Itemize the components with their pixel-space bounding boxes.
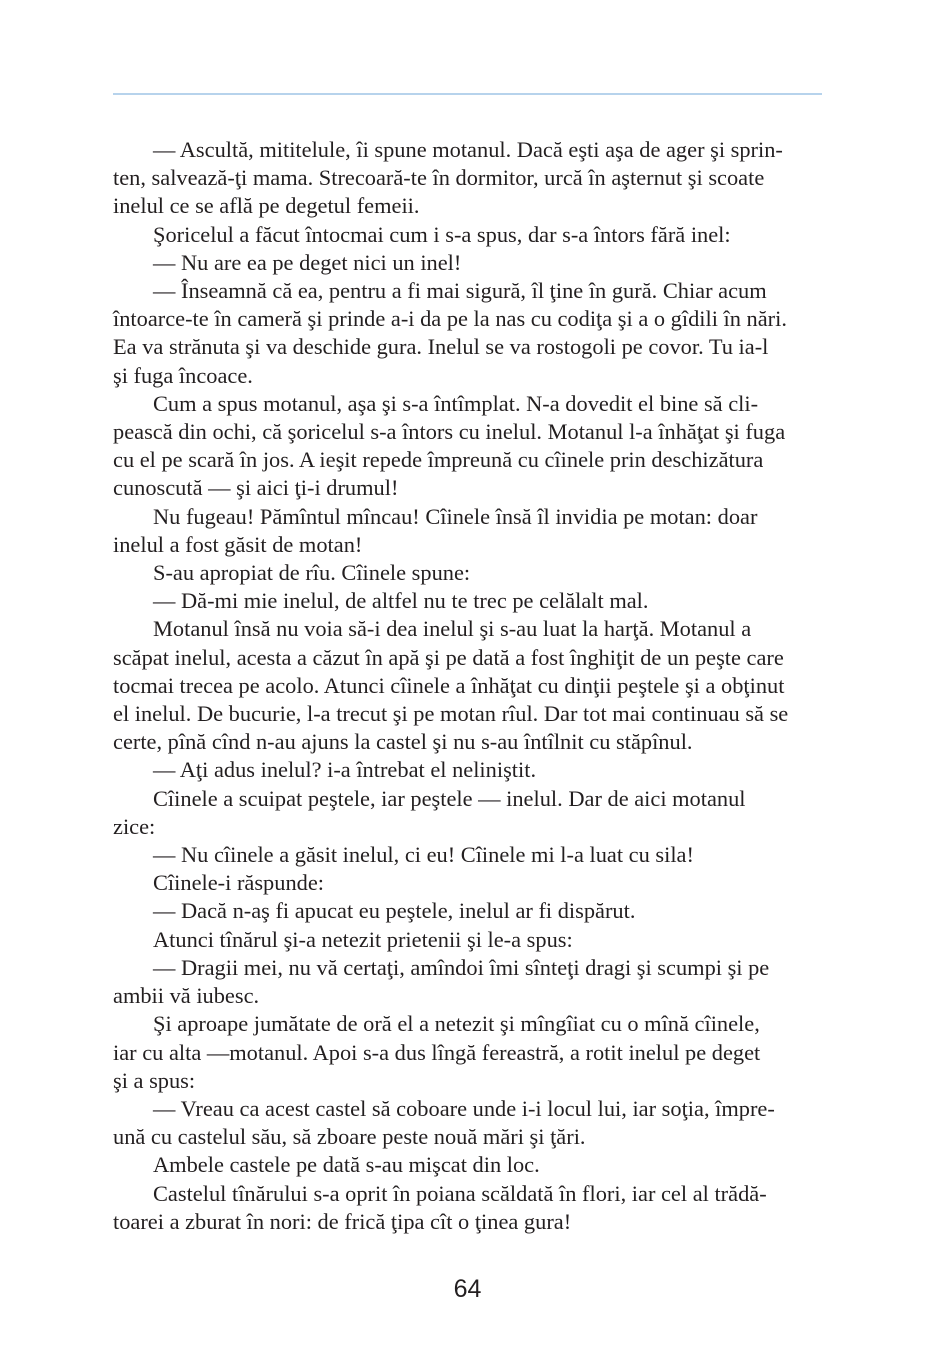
paragraph: Atunci tînărul şi-a netezit prietenii şi le-a spus: (153, 926, 573, 952)
page-number: 64 (453, 1275, 482, 1303)
paragraph: Cîinele a scuipat peştele, iar peştele — inelul. Dar de aici motanul zice: (113, 785, 746, 839)
paragraph: S-au apropiat de rîu. Cîinele spune: (153, 560, 471, 586)
paragraph: Cum a spus motanul, aşa şi s-a întîmplat. N-a dovedit el bine să cli- pească din ochi, că şoricelul s-a întors cu inelul. Motanul l-a înhăţat şi fuga cu el pe scară în jos. A ieşit repede împreună cu cîinele prin deschizătura cunoscută — şi aici ţi-i drumul! (113, 390, 786, 501)
paragraph: — Nu cîinele a găsit inelul, ci eu! Cîinele mi l-a luat cu sila! (153, 842, 694, 868)
paragraph: Cîinele-i răspunde: (153, 870, 324, 896)
header-rule (113, 93, 822, 95)
paragraph: Castelul tînărului s-a oprit în poiana scăldată în flori, iar cel al trădă- toarei a zburat în nori: de frică ţipa cît o ţinea gura! (113, 1180, 767, 1234)
paragraph: — Nu are ea pe deget nici un inel! (153, 249, 462, 275)
paragraph: Motanul însă nu voia să-i dea inelul şi s-au luat la harţă. Motanul a scăpat inelul, acesta a căzut în apă şi pe dată a fost înghiţit de un peşte care tocmai trecea pe acolo. Atunci cîinele a înhăţat cu dinţii peştele şi a obţinut el inelul. De bucurie, l-a trecut şi pe motan rîul. Dar tot mai continuau să se certe, pînă cînd n-au ajuns la castel şi nu s-au întîlnit cu stăpînul. (113, 616, 789, 755)
paragraph: — Ascultă, mititelule, îi spune motanul. Dacă eşti aşa de ager şi sprin- ten, salvează-ţi mama. Strecoară-te în dormitor, urcă în aşternut şi scoate inelul ce se află pe degetul femeii. (113, 137, 783, 219)
paragraph: — Înseamnă că ea, pentru a fi mai sigură, îl ţine în gură. Chiar acum întoarce-te în cameră şi prinde a-i da pe la nas cu codiţa şi a o gîdili în nări. Ea va strănuta şi va deschide gura. Inelul se va rostogoli pe covor. Tu ia-l şi fuga încoace. (113, 278, 787, 388)
paragraph: Şi aproape jumătate de oră el a netezit şi mîngîiat cu o mînă cîinele, iar cu alta —motanul. Apoi s-a dus lîngă fereastră, a rotit inelul pe deget şi a spus: (113, 1011, 761, 1093)
paragraph: Şoricelul a făcut întocmai cum i s-a spus, dar s-a întors fără inel: (153, 221, 731, 247)
paragraph: — Aţi adus inelul? i-a întrebat el neliniştit. (153, 757, 537, 783)
paragraph: — Dacă n-aş fi apucat eu peştele, inelul ar fi dispărut. (153, 898, 636, 924)
paragraph: Ambele castele pe dată s-au mişcat din loc. (153, 1152, 540, 1178)
paragraph: — Vreau ca acest castel să coboare unde i-i locul lui, iar soţia, împre- ună cu castelul său, să zboare peste nouă mări şi ţări. (113, 1095, 775, 1150)
paragraph: — Dă-mi mie inelul, de altfel nu te trec pe celălalt mal. (153, 588, 649, 614)
paragraph: — Dragii mei, nu vă certaţi, amîndoi îmi sînteţi dragi şi scumpi şi pe ambii vă iubesc. (113, 954, 770, 1009)
paragraph: Nu fugeau! Pămîntul mîncau! Cîinele însă îl invidia pe motan: doar inelul a fost găsit de motan! (113, 503, 758, 557)
story-text (113, 136, 823, 1236)
